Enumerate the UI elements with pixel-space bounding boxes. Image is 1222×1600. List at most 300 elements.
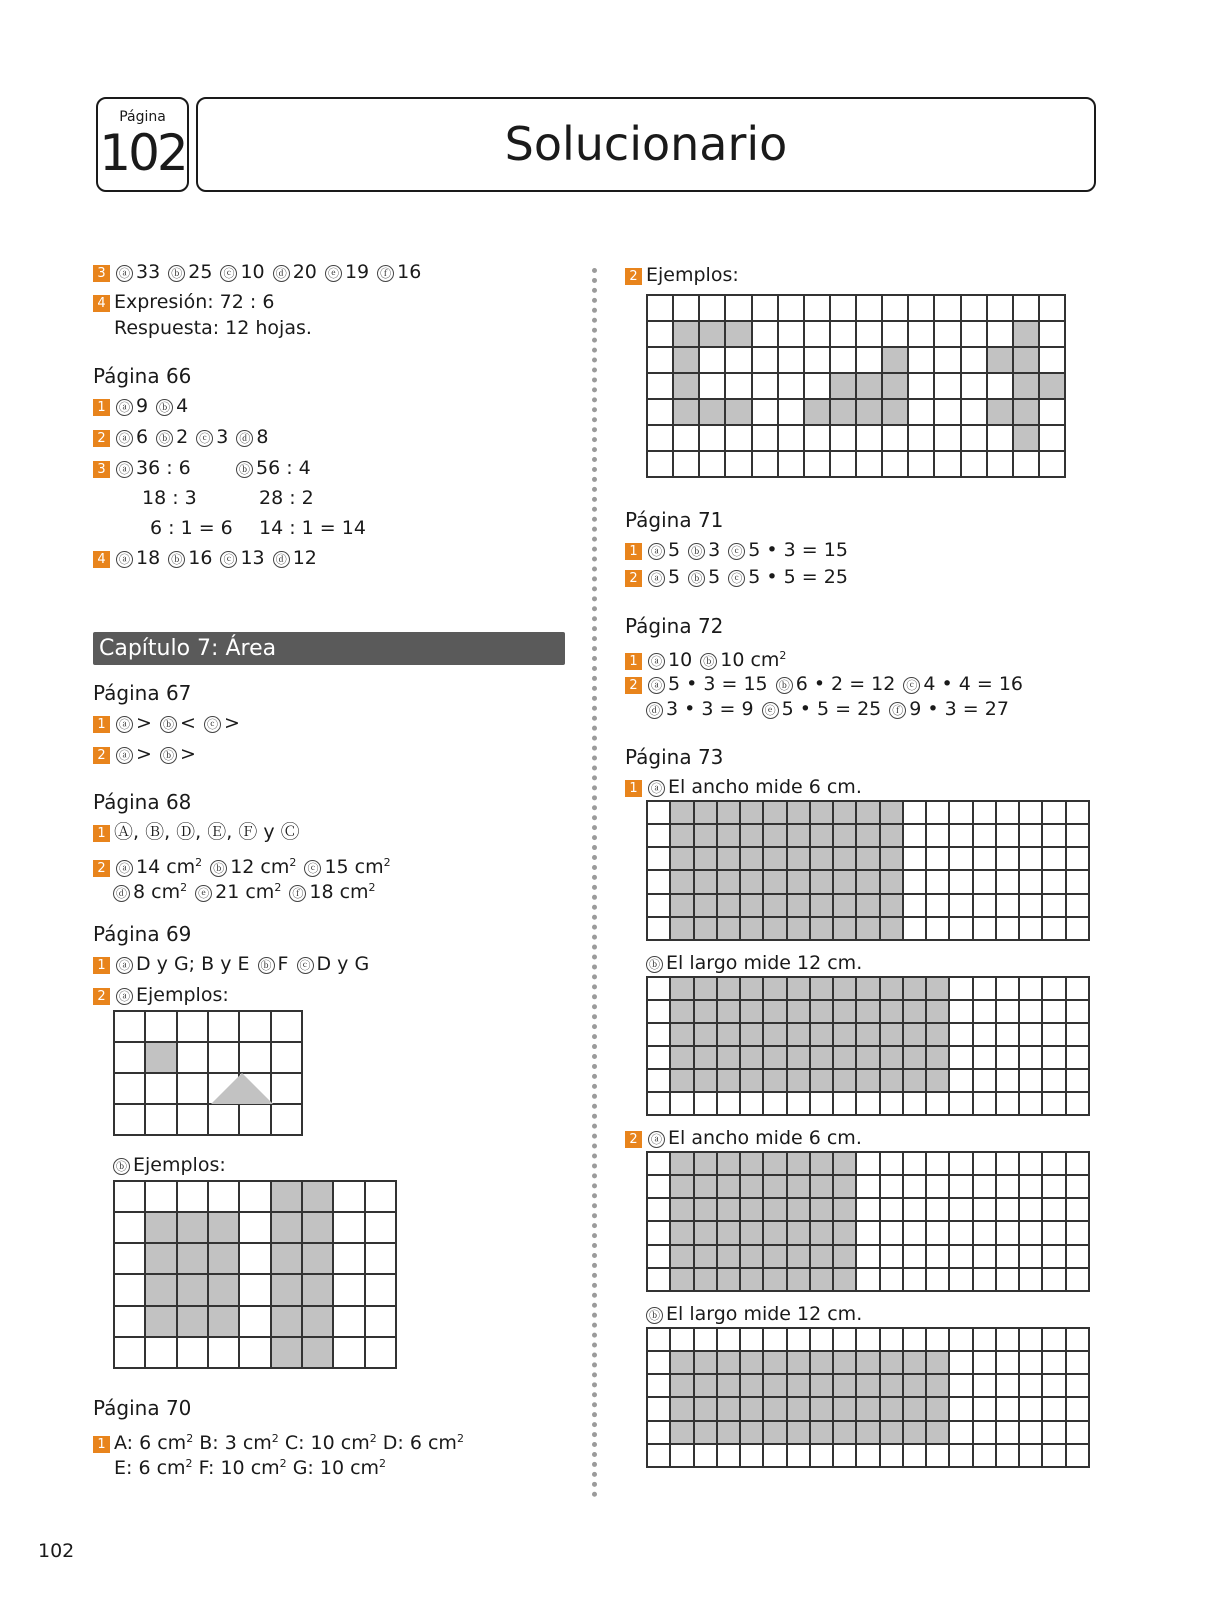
grid-cell xyxy=(670,847,693,870)
example-grid-b xyxy=(113,1180,397,1369)
grid-cell xyxy=(740,1092,763,1115)
grid-cell xyxy=(856,1421,879,1444)
grid-cell xyxy=(1042,1069,1065,1092)
grid-cell xyxy=(1039,399,1065,425)
answer-line: 3 ⓐ 36 : 6 xyxy=(93,456,191,480)
grid-cell xyxy=(752,399,778,425)
grid-cell xyxy=(787,1069,810,1092)
grid-cell xyxy=(778,425,804,451)
page-number-box xyxy=(96,97,189,192)
grid-cell xyxy=(996,917,1019,940)
grid-cell xyxy=(833,1198,856,1221)
grid-cell xyxy=(987,399,1013,425)
grid-cell xyxy=(903,801,926,824)
grid-cell xyxy=(996,847,1019,870)
grid-cell xyxy=(856,399,882,425)
grid-cell xyxy=(673,321,699,347)
answer-line: 1 ⓐ El ancho mide 6 cm. xyxy=(625,775,862,799)
grid-cell xyxy=(926,870,949,893)
grid-cell xyxy=(717,1198,740,1221)
grid-cell xyxy=(856,847,879,870)
grid-cell xyxy=(740,1175,763,1198)
grid-cell xyxy=(752,451,778,477)
grid-cell xyxy=(856,1221,879,1244)
grid-cell xyxy=(833,1023,856,1046)
grid-cell xyxy=(271,1274,302,1305)
grid-cell xyxy=(208,1104,239,1135)
grid-cell xyxy=(208,1243,239,1274)
grid-cell xyxy=(1066,1245,1089,1268)
grid-cell xyxy=(717,917,740,940)
grid-cell xyxy=(856,1351,879,1374)
grid-cell xyxy=(673,451,699,477)
grid-cell xyxy=(1042,1092,1065,1115)
grid-cell xyxy=(926,1069,949,1092)
grid-cell xyxy=(908,425,934,451)
grid-cell xyxy=(787,1198,810,1221)
grid-cell xyxy=(973,1000,996,1023)
grid-cell xyxy=(1019,847,1042,870)
chapter-banner: Capítulo 7: Área xyxy=(93,632,565,665)
grid-cell xyxy=(926,1092,949,1115)
grid-cell xyxy=(699,373,725,399)
grid-cell xyxy=(302,1181,333,1212)
grid-cell xyxy=(934,347,960,373)
grid-cell xyxy=(949,801,972,824)
grid-cell xyxy=(647,1351,670,1374)
grid-cell xyxy=(177,1073,208,1104)
grid-cell xyxy=(926,824,949,847)
grid-cell xyxy=(1019,1000,1042,1023)
grid-cell xyxy=(1066,1092,1089,1115)
grid-cell xyxy=(778,295,804,321)
grid-cell xyxy=(1066,894,1089,917)
grid-cell xyxy=(778,321,804,347)
grid-cell xyxy=(752,321,778,347)
grid-cell xyxy=(670,1221,693,1244)
grid-cell xyxy=(694,1069,717,1092)
grid-cell xyxy=(1039,347,1065,373)
grid-cell xyxy=(740,1374,763,1397)
grid-cell xyxy=(752,373,778,399)
grid-cell xyxy=(694,1152,717,1175)
grid-cell xyxy=(1042,847,1065,870)
grid-cell xyxy=(670,824,693,847)
grid-cell xyxy=(833,1000,856,1023)
grid-cell xyxy=(882,347,908,373)
grid-cell xyxy=(699,425,725,451)
grid-cell xyxy=(763,1421,786,1444)
grid-cell xyxy=(1013,425,1039,451)
grid-cell xyxy=(647,977,670,1000)
grid-cell xyxy=(949,917,972,940)
grid-cell xyxy=(239,1042,270,1073)
grid-cell xyxy=(694,870,717,893)
grid-cell xyxy=(763,1397,786,1420)
grid-cell xyxy=(239,1243,270,1274)
grid-cell xyxy=(903,1023,926,1046)
grid-cell xyxy=(810,1023,833,1046)
grid-cell xyxy=(717,977,740,1000)
grid-cell xyxy=(302,1306,333,1337)
grid-cell xyxy=(145,1243,176,1274)
grid-cell xyxy=(694,1198,717,1221)
grid-cell xyxy=(903,1221,926,1244)
grid-cell xyxy=(647,373,673,399)
grid-cell xyxy=(752,347,778,373)
answer-line: 28 : 2 xyxy=(259,487,314,509)
grid-cell xyxy=(365,1306,396,1337)
grid-cell xyxy=(717,894,740,917)
grid-cell xyxy=(670,1374,693,1397)
grid-cell xyxy=(903,870,926,893)
grid-cell xyxy=(882,295,908,321)
grid-cell xyxy=(830,399,856,425)
grid-cell xyxy=(996,1023,1019,1046)
grid-cell xyxy=(987,321,1013,347)
grid-cell xyxy=(740,847,763,870)
grid-cell xyxy=(647,1444,670,1467)
grid-cell xyxy=(694,1092,717,1115)
grid-cell xyxy=(670,1328,693,1351)
grid-cell xyxy=(903,1374,926,1397)
grid-cell xyxy=(740,1000,763,1023)
grid-cell xyxy=(1066,917,1089,940)
grid-cell xyxy=(810,1175,833,1198)
grid-cell xyxy=(670,1175,693,1198)
grid-cell xyxy=(740,1023,763,1046)
grid-cell xyxy=(1066,870,1089,893)
grid-cell xyxy=(670,1046,693,1069)
grid-cell xyxy=(1042,1397,1065,1420)
grid-cell xyxy=(1019,824,1042,847)
grid-cell xyxy=(856,347,882,373)
grid-cell xyxy=(996,1397,1019,1420)
title-box xyxy=(196,97,1096,192)
grid-cell xyxy=(1066,824,1089,847)
grid-cell xyxy=(903,1421,926,1444)
grid-cell xyxy=(717,1245,740,1268)
grid-cell xyxy=(787,1268,810,1291)
grid-cell xyxy=(670,1069,693,1092)
grid-cell xyxy=(365,1243,396,1274)
grid-cell xyxy=(949,1152,972,1175)
grid-cell xyxy=(934,321,960,347)
grid-cell xyxy=(880,1069,903,1092)
grid-cell xyxy=(880,1198,903,1221)
grid-cell xyxy=(752,425,778,451)
grid-cell xyxy=(856,295,882,321)
grid-cell xyxy=(694,1000,717,1023)
grid-cell xyxy=(856,1374,879,1397)
grid-cell xyxy=(670,977,693,1000)
grid-cell xyxy=(856,1092,879,1115)
grid-cell xyxy=(880,1221,903,1244)
answer-line: 14 : 1 = 14 xyxy=(259,517,366,539)
grid-cell xyxy=(333,1337,364,1368)
grid-cell xyxy=(1066,1023,1089,1046)
grid-cell xyxy=(145,1104,176,1135)
grid-cell xyxy=(880,1444,903,1467)
grid-cell xyxy=(908,373,934,399)
grid-cell xyxy=(740,1351,763,1374)
grid-cell xyxy=(1066,977,1089,1000)
grid-cell xyxy=(973,1198,996,1221)
grid-cell xyxy=(740,1444,763,1467)
grid-cell xyxy=(1042,1421,1065,1444)
grid-cell xyxy=(810,1351,833,1374)
grid-cell xyxy=(908,399,934,425)
grid-cell xyxy=(740,1198,763,1221)
grid-cell xyxy=(717,1092,740,1115)
grid-cell xyxy=(856,870,879,893)
grid-cell xyxy=(740,824,763,847)
grid-cell xyxy=(787,1328,810,1351)
grid-cell xyxy=(271,1306,302,1337)
grid-cell xyxy=(949,1397,972,1420)
grid-cell xyxy=(973,1175,996,1198)
grid-cell xyxy=(973,1245,996,1268)
grid-cell xyxy=(926,1268,949,1291)
grid-cell xyxy=(787,1000,810,1023)
section-heading: Página 73 xyxy=(625,745,724,769)
grid-cell xyxy=(996,1444,1019,1467)
grid-cell xyxy=(810,1152,833,1175)
grid-cell xyxy=(961,399,987,425)
grid-cell xyxy=(725,425,751,451)
grid-cell xyxy=(810,977,833,1000)
grid-cell xyxy=(1042,1328,1065,1351)
grid-cell xyxy=(961,373,987,399)
answer-line: ⓓ 3 • 3 = 9 ⓔ 5 • 5 = 25 ⓕ 9 • 3 = 27 xyxy=(644,697,1009,721)
grid-cell xyxy=(880,870,903,893)
grid-cell xyxy=(647,1092,670,1115)
grid-cell xyxy=(699,321,725,347)
grid-cell xyxy=(833,824,856,847)
grid-cell xyxy=(647,451,673,477)
grid-cell xyxy=(1066,1069,1089,1092)
grid-cell xyxy=(880,1175,903,1198)
grid-cell xyxy=(833,1374,856,1397)
grid-cell xyxy=(1066,1397,1089,1420)
grid-cell xyxy=(763,1175,786,1198)
grid-cell xyxy=(996,1000,1019,1023)
grid-cell xyxy=(787,1444,810,1467)
grid-cell xyxy=(804,295,830,321)
grid-cell xyxy=(949,1374,972,1397)
area-grid-1b xyxy=(646,976,1090,1116)
answer-line: 1 ⓐ 9 ⓑ 4 xyxy=(93,394,188,418)
grid-cell xyxy=(833,917,856,940)
grid-cell xyxy=(647,1198,670,1221)
grid-cell xyxy=(903,847,926,870)
grid-cell xyxy=(763,801,786,824)
grid-cell xyxy=(1066,1175,1089,1198)
grid-cell xyxy=(961,451,987,477)
grid-cell xyxy=(694,1328,717,1351)
grid-cell xyxy=(717,801,740,824)
grid-cell xyxy=(1042,1175,1065,1198)
grid-cell xyxy=(949,1046,972,1069)
grid-cell xyxy=(1066,1000,1089,1023)
grid-cell xyxy=(787,870,810,893)
grid-cell xyxy=(787,824,810,847)
grid-cell xyxy=(647,1046,670,1069)
grid-cell xyxy=(1066,1268,1089,1291)
answer-line: 2 ⓐ 5 ⓑ 5 ⓒ 5 • 5 = 25 xyxy=(625,565,848,589)
grid-cell xyxy=(949,1421,972,1444)
grid-cell xyxy=(670,1198,693,1221)
answer-line: ⓑ El largo mide 12 cm. xyxy=(644,951,862,975)
grid-cell xyxy=(787,847,810,870)
grid-cell xyxy=(903,894,926,917)
grid-cell xyxy=(647,1069,670,1092)
grid-cell xyxy=(961,295,987,321)
grid-cell xyxy=(694,1374,717,1397)
grid-cell xyxy=(1013,373,1039,399)
answer-line: 1 ⓐ > ⓑ < ⓒ > xyxy=(93,711,240,735)
grid-cell xyxy=(740,1069,763,1092)
grid-cell xyxy=(670,1245,693,1268)
grid-cell xyxy=(856,1023,879,1046)
grid-cell xyxy=(647,1421,670,1444)
grid-cell xyxy=(973,847,996,870)
grid-cell xyxy=(647,1221,670,1244)
grid-cell xyxy=(787,1046,810,1069)
grid-cell xyxy=(882,425,908,451)
grid-cell xyxy=(1042,1374,1065,1397)
grid-cell xyxy=(949,1221,972,1244)
grid-cell xyxy=(830,347,856,373)
grid-cell xyxy=(763,1152,786,1175)
grid-cell xyxy=(1042,1245,1065,1268)
grid-cell xyxy=(271,1181,302,1212)
grid-cell xyxy=(114,1274,145,1305)
grid-cell xyxy=(763,1069,786,1092)
grid-cell xyxy=(694,1245,717,1268)
grid-cell xyxy=(177,1011,208,1042)
answer-line: 18 : 3 xyxy=(142,487,197,509)
grid-cell xyxy=(333,1306,364,1337)
grid-cell xyxy=(1042,977,1065,1000)
grid-cell xyxy=(949,1198,972,1221)
grid-cell xyxy=(1039,373,1065,399)
grid-cell xyxy=(949,1351,972,1374)
grid-cell xyxy=(830,425,856,451)
grid-cell xyxy=(1019,1351,1042,1374)
grid-cell xyxy=(973,870,996,893)
answer-line: 2 ⓐ 6 ⓑ 2 ⓒ 3 ⓓ 8 xyxy=(93,425,269,449)
grid-cell xyxy=(810,1245,833,1268)
grid-cell xyxy=(302,1243,333,1274)
grid-cell xyxy=(670,1444,693,1467)
grid-cell xyxy=(114,1243,145,1274)
answer-line: Respuesta: 12 hojas. xyxy=(114,317,312,339)
page-number: 102 xyxy=(99,124,186,182)
grid-cell xyxy=(973,801,996,824)
grid-cell xyxy=(810,1198,833,1221)
grid-cell xyxy=(903,977,926,1000)
grid-cell xyxy=(787,1175,810,1198)
grid-cell xyxy=(145,1306,176,1337)
grid-cell xyxy=(882,451,908,477)
grid-cell xyxy=(1039,321,1065,347)
grid-cell xyxy=(810,824,833,847)
column-divider xyxy=(592,268,597,1498)
grid-cell xyxy=(810,1221,833,1244)
grid-cell xyxy=(647,870,670,893)
grid-cell xyxy=(856,1328,879,1351)
grid-cell xyxy=(1019,1069,1042,1092)
answer-line: ⓓ 8 $cm^2$ ⓔ 21 $cm^2$ ⓕ 18 $cm^2$ xyxy=(111,876,376,904)
grid-cell xyxy=(903,1328,926,1351)
grid-cell xyxy=(880,1421,903,1444)
grid-cell xyxy=(973,917,996,940)
grid-cell xyxy=(903,1198,926,1221)
grid-cell xyxy=(1019,1152,1042,1175)
grid-cell xyxy=(833,1444,856,1467)
grid-cell xyxy=(996,894,1019,917)
grid-cell xyxy=(856,321,882,347)
grid-cell xyxy=(1019,1198,1042,1221)
grid-cell xyxy=(903,1000,926,1023)
grid-cell xyxy=(856,425,882,451)
grid-cell xyxy=(177,1306,208,1337)
grid-cell xyxy=(717,1046,740,1069)
answer-line: 4 Expresión: 72 : 6 xyxy=(93,290,274,314)
grid-cell xyxy=(880,1397,903,1420)
grid-cell xyxy=(365,1212,396,1243)
grid-cell xyxy=(717,847,740,870)
grid-cell xyxy=(804,451,830,477)
grid-cell xyxy=(333,1243,364,1274)
grid-cell xyxy=(810,1069,833,1092)
grid-cell xyxy=(694,801,717,824)
grid-cell xyxy=(740,1152,763,1175)
grid-cell xyxy=(647,347,673,373)
grid-cell xyxy=(740,894,763,917)
grid-cell xyxy=(717,1000,740,1023)
grid-cell xyxy=(302,1274,333,1305)
grid-cell xyxy=(114,1212,145,1243)
grid-cell xyxy=(926,1245,949,1268)
grid-cell xyxy=(1039,295,1065,321)
grid-cell xyxy=(973,1351,996,1374)
grid-cell xyxy=(763,917,786,940)
grid-cell xyxy=(778,373,804,399)
grid-cell xyxy=(1042,870,1065,893)
grid-cell xyxy=(810,1397,833,1420)
grid-cell xyxy=(1042,1000,1065,1023)
grid-cell xyxy=(926,1000,949,1023)
grid-cell xyxy=(949,1245,972,1268)
grid-cell xyxy=(763,1023,786,1046)
grid-cell xyxy=(996,1152,1019,1175)
section-heading: Página 67 xyxy=(93,681,192,705)
grid-cell xyxy=(1066,1221,1089,1244)
grid-cell xyxy=(1066,847,1089,870)
grid-cell xyxy=(1066,1374,1089,1397)
grid-cell xyxy=(717,1069,740,1092)
grid-cell xyxy=(647,1397,670,1420)
grid-cell xyxy=(934,373,960,399)
grid-cell xyxy=(787,917,810,940)
grid-cell xyxy=(856,977,879,1000)
grid-cell xyxy=(145,1011,176,1042)
grid-cell xyxy=(333,1212,364,1243)
grid-cell xyxy=(114,1104,145,1135)
grid-cell xyxy=(973,1328,996,1351)
